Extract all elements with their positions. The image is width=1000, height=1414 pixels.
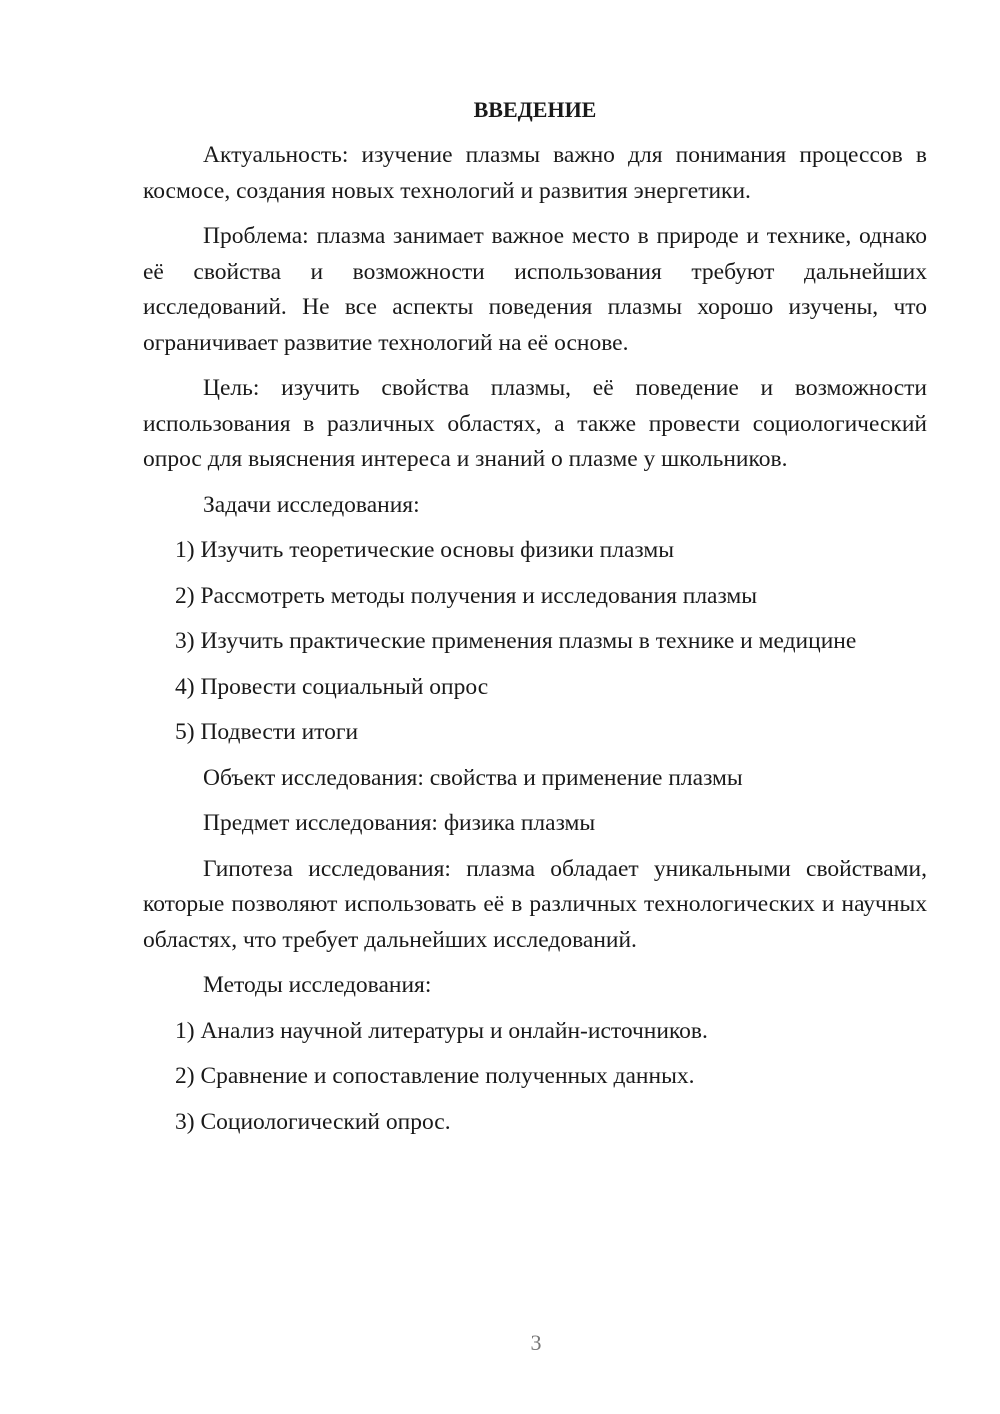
task-item: 2) Рассмотреть методы получения и исследования плазмы — [175, 582, 758, 609]
relevance-paragraph: Актуальность: изучение плазмы важно для понимания процессов в космосе, создания новых технологий и развития энергетики. — [143, 142, 927, 204]
goal-paragraph: Цель: изучить свойства плазмы, её поведение и возможности использования в различных областях, а также провести социологический опрос для выяснения интереса и знаний о плазме у школьников. — [143, 375, 927, 472]
object-line: Объект исследования: свойства и применение плазмы — [203, 764, 743, 791]
problem-paragraph: Проблема: плазма занимает важное место в природе и технике, однако её свойства и возможности использования требуют дальнейших исследований. Не все аспекты поведения плазмы хорошо изучены, что ограничивает развитие технологий на её основе. — [143, 223, 927, 356]
tasks-heading: Задачи исследования: — [203, 491, 420, 518]
task-item: 3) Изучить практические применения плазмы в технике и медицине — [175, 628, 857, 654]
task-item: 4) Провести социальный опрос — [175, 673, 489, 700]
method-item: 3) Социологический опрос. — [175, 1108, 451, 1135]
method-item: 1) Анализ научной литературы и онлайн-источников. — [175, 1017, 708, 1044]
page-number: 3 — [530, 1330, 542, 1355]
task-item: 5) Подвести итоги — [175, 719, 359, 745]
subject-line: Предмет исследования: физика плазмы — [203, 810, 596, 836]
hypothesis-paragraph: Гипотеза исследования: плазма обладает уникальными свойствами, которые позволяют использовать её в различных технологических и научных областях, что требует дальнейших исследований. — [143, 855, 927, 953]
document-body — [143, 88, 927, 1150]
task-item: 1) Изучить теоретические основы физики плазмы — [175, 537, 674, 563]
section-title: ВВЕДЕНИЕ — [473, 97, 597, 122]
methods-heading: Методы исследования: — [203, 972, 432, 998]
method-item: 2) Сравнение и сопоставление полученных данных. — [175, 1063, 695, 1089]
